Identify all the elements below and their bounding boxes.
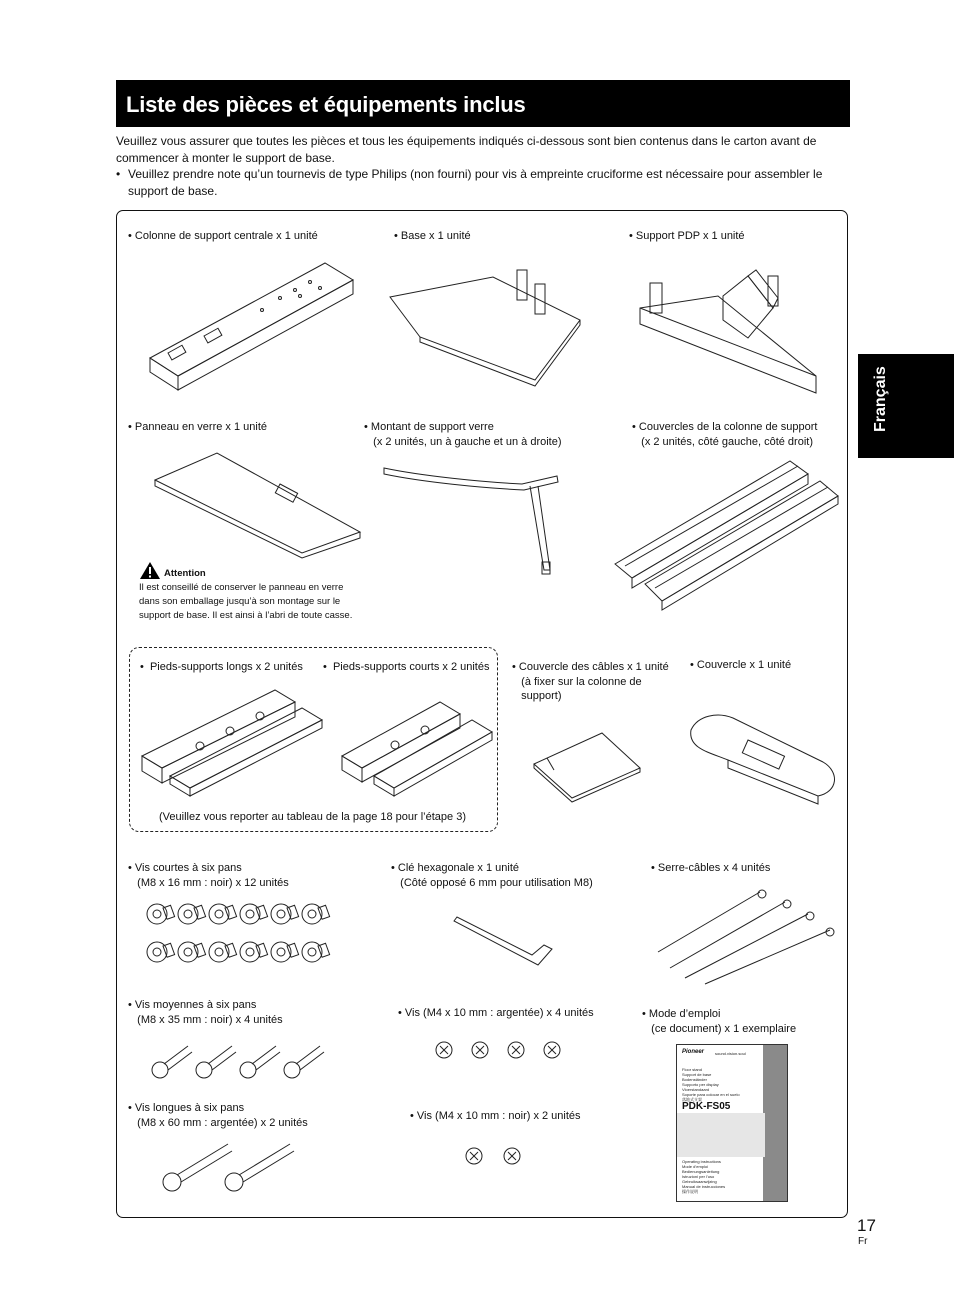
label-m4-black: • Vis (M4 x 10 mm : noir) x 2 unités: [410, 1110, 581, 1122]
label-long-feet: • Pieds-supports longs x 2 unités: [140, 661, 303, 673]
label-short-screws: • Vis courtes à six pans (M8 x 16 mm : noir) x 12 unités: [128, 862, 289, 889]
intro-bullet-text: Veuillez prendre note qu’un tournevis de type Philips (non fourni) pour vis à empreinte cruciforme est nécessaire pour assembler le support de base.: [128, 167, 823, 198]
pdp-support-illustration: [638, 268, 818, 398]
label-m4-silver: • Vis (M4 x 10 mm : argentée) x 4 unités: [398, 1007, 594, 1019]
page-number: 17: [857, 1216, 876, 1235]
column-illustration: [150, 258, 355, 398]
medium-screws-illustration: [150, 1040, 330, 1082]
manual-languages: Operating instructions Mode d’emploi Bedienungsanleitung Istruzioni per l’uso Gebruiksaanwijzing Manual de instrucciones 操作说明: [682, 1159, 726, 1194]
manual-cover-strip: [763, 1045, 787, 1201]
label-pdp-support: • Support PDP x 1 unité: [629, 230, 745, 242]
page-title: Liste des pièces et équipements inclus: [126, 92, 526, 117]
cable-cover-illustration: [532, 730, 642, 800]
warning-icon: [139, 561, 161, 580]
manual-brand-sub: sound.vision.soul: [715, 1051, 746, 1056]
m4-black-screws-illustration: [464, 1142, 536, 1170]
intro: [116, 133, 836, 199]
intro-bullet: [116, 166, 836, 199]
short-screws-illustration: [143, 900, 335, 972]
attention-text: Il est conseillé de conserver le panneau en verre dans son emballage jusqu’à son montage sur le support de base. Il est ainsi à l’abri de toute casse.: [139, 582, 353, 621]
glass-panel-illustration: [152, 450, 362, 555]
label-glass-upright: • Montant de support verre (x 2 unités, un à gauche et un à droite): [364, 421, 562, 448]
label-short-feet: • Pieds-supports courts x 2 unités: [323, 661, 490, 673]
label-base: • Base x 1 unité: [394, 230, 471, 242]
label-medium-screws: • Vis moyennes à six pans (M8 x 35 mm : noir) x 4 unités: [128, 999, 283, 1026]
attention-title: Attention: [164, 568, 206, 579]
base-illustration: [385, 262, 585, 392]
label-long-screws: • Vis longues à six pans (M8 x 60 mm : argentée) x 2 unités: [128, 1102, 308, 1129]
label-cable-ties: • Serre-câbles x 4 unités: [651, 862, 771, 874]
long-screws-illustration: [160, 1142, 300, 1194]
feet-note: (Veuillez vous reporter au tableau de la page 18 pour l’étape 3): [159, 811, 466, 823]
label-hex-key: • Clé hexagonale x 1 unité (Côté opposé 6 mm pour utilisation M8): [391, 862, 593, 889]
language-tab-label: Français: [872, 366, 889, 432]
cable-ties-illustration: [650, 890, 835, 985]
language-tab: [858, 354, 954, 458]
manual-band: [677, 1113, 765, 1157]
long-feet-illustration: [140, 688, 325, 796]
intro-paragraph: Veuillez vous assurer que toutes les pièces et tous les équipements indiqués ci-dessous sont bien contenus dans le carton avant de commencer à monter le support de base.: [116, 134, 817, 165]
manual-model: PDK-FS05: [682, 1101, 731, 1112]
manual-cover: [676, 1044, 788, 1202]
short-feet-illustration: [340, 700, 495, 796]
manual-titles: Floor stand Support de base Bodenständer Supporto per display Vloerstandaard Soporte para colocar en el suelo 落地式支架: [682, 1067, 740, 1102]
label-cable-cover: • Couvercle des câbles x 1 unité (à fixer sur la colonne de support): [512, 661, 669, 702]
m4-silver-screws-illustration: [434, 1036, 574, 1064]
cover-illustration: [688, 710, 843, 806]
column-covers-illustration: [610, 456, 840, 616]
glass-upright-illustration: [382, 462, 562, 577]
label-glass-panel: • Panneau en verre x 1 unité: [128, 421, 267, 433]
manual-brand: Pioneer: [682, 1049, 705, 1055]
label-column-covers: • Couvercles de la colonne de support (x 2 unités, côté gauche, côté droit): [632, 421, 818, 448]
label-column: • Colonne de support centrale x 1 unité: [128, 230, 318, 242]
bullet-dot: •: [116, 167, 121, 181]
page-language-code: Fr: [858, 1236, 868, 1247]
title-bar: [116, 80, 850, 127]
label-cover: • Couvercle x 1 unité: [690, 659, 792, 671]
hex-key-illustration: [452, 915, 554, 967]
label-manual: • Mode d’emploi (ce document) x 1 exemplaire: [642, 1008, 797, 1035]
